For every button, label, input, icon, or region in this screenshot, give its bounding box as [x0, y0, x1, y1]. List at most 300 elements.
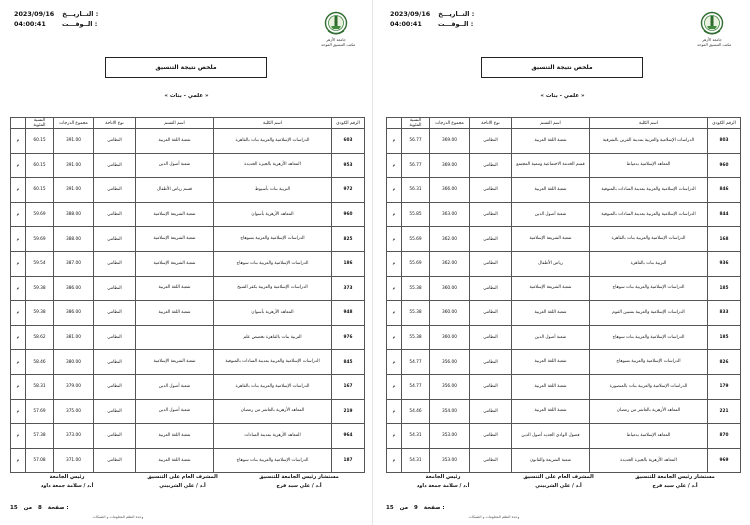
col-header-dept: اسم القسم [136, 118, 214, 129]
cell-college: الدراسات الإسلامية والعربية بمدينة السادات بالمنوفية [214, 350, 332, 375]
date-block [14, 9, 98, 29]
cell-score: 369.00 [430, 129, 470, 154]
page-divider [372, 0, 373, 525]
cell-dept: شعبة اللغة العربية [512, 350, 590, 375]
cell-score: 373.00 [54, 424, 94, 449]
cell-score: 353.00 [430, 448, 470, 473]
signature-supervisor [506, 473, 611, 491]
cell-college: المعاهد الأزهرية بالجيزة الجديدة [590, 448, 708, 473]
col-header-code: الرقم الكودي [708, 118, 741, 129]
table-header-row [11, 118, 365, 129]
signature-president [8, 473, 126, 491]
cell-code: 969 [708, 448, 741, 473]
cell-score: 360.00 [430, 325, 470, 350]
cell-dept: شعبة الشريعة والقانون [512, 448, 590, 473]
date-value: 2023/09/16 [390, 10, 431, 18]
cell-college: التربية بنات بأسيوط [214, 178, 332, 203]
table-row [387, 325, 741, 350]
page-number [10, 505, 69, 511]
cell-dept: شعبة الشريعة الإسلامية [136, 251, 214, 276]
signature-president-name: أ.د / سلامة جمعة داود [416, 483, 470, 489]
cell-college: الدراسات الإسلامية والعربية بنات سوهاج [590, 325, 708, 350]
cell-score: 387.00 [54, 251, 94, 276]
cell-mark: م [387, 276, 402, 301]
logo-line-1: جامعة الأزهر [326, 37, 346, 42]
table-row [387, 153, 741, 178]
cell-college: الدراسات الإسلامية والعربية بمدينة السادات بالمنوفية [590, 202, 708, 227]
cell-percent: 55.38 [402, 325, 430, 350]
cell-score: 356.00 [430, 374, 470, 399]
cell-score: 386.00 [54, 276, 94, 301]
cell-type: النظامي [470, 424, 512, 449]
cell-code: 953 [332, 153, 365, 178]
cell-college: المعاهد الإسلامية بدمياط [590, 153, 708, 178]
cell-percent: 55.38 [402, 276, 430, 301]
time-label: الــوقـــت : [62, 20, 98, 28]
cell-mark: م [387, 350, 402, 375]
cell-type: النظامي [470, 202, 512, 227]
cell-score: 360.00 [430, 276, 470, 301]
cell-type: النظامي [470, 129, 512, 154]
cell-mark: م [11, 301, 26, 326]
col-header-college: اسم الكلية [214, 118, 332, 129]
report-subtitle: « علمي - بنات » [540, 93, 585, 99]
cell-score: 363.00 [430, 202, 470, 227]
col-header-dept: اسم القسم [512, 118, 590, 129]
cell-mark: م [387, 374, 402, 399]
report-page-1 [8, 5, 365, 520]
cell-type: النظامي [94, 227, 136, 252]
cell-dept: شعبة الشريعة الإسلامية [512, 227, 590, 252]
signature-advisor [238, 473, 360, 491]
table-row [11, 301, 365, 326]
cell-mark: م [11, 178, 26, 203]
cell-college: الدراسات الإسلامية والعربية بكفر الشيخ [214, 276, 332, 301]
cell-dept: شعبة اللغة العربية [512, 374, 590, 399]
cell-type: النظامي [94, 374, 136, 399]
table-row [387, 276, 741, 301]
cell-mark: م [387, 424, 402, 449]
cell-college: الدراسات الإسلامية والعربية بنات سوهاج [214, 448, 332, 473]
cell-percent: 55.38 [402, 301, 430, 326]
table-row [387, 301, 741, 326]
logo-line-1: جامعة الأزهر [702, 37, 722, 42]
cell-mark: م [387, 129, 402, 154]
report-subtitle: « علمي - بنات » [164, 93, 209, 99]
cell-type: النظامي [470, 227, 512, 252]
cell-dept: شعبة اللغة العربية [512, 129, 590, 154]
cell-dept: شعبة اللغة العربية [512, 301, 590, 326]
cell-code: 803 [708, 129, 741, 154]
table-row [11, 424, 365, 449]
cell-dept: شعبة أصول الدين [136, 374, 214, 399]
cell-college: الدراسات الإسلامية والعربية بنات بالقاهرة [214, 374, 332, 399]
university-logo [697, 11, 732, 47]
signature-president-title: رئيس الجامعة [425, 474, 461, 480]
cell-mark: م [11, 153, 26, 178]
cell-percent: 56.31 [402, 178, 430, 203]
cell-type: النظامي [470, 178, 512, 203]
cell-dept: شعبة الشريعة الإسلامية [136, 202, 214, 227]
cell-type: النظامي [94, 301, 136, 326]
cell-college: المعاهد الأزهرية بأسوان [214, 202, 332, 227]
col-header-code: الرقم الكودي [332, 118, 365, 129]
cell-code: 964 [332, 424, 365, 449]
cell-percent: 54.77 [402, 374, 430, 399]
cell-code: 825 [332, 227, 365, 252]
cell-code: 221 [708, 399, 741, 424]
cell-dept: شعبة اللغة العربية [136, 448, 214, 473]
signature-supervisor-title: المشرف العام على التنسيق [523, 474, 594, 480]
cell-type: النظامي [470, 251, 512, 276]
page-current: 8 [38, 505, 42, 511]
signature-president [384, 473, 502, 491]
table-row [11, 129, 365, 154]
report-page-2 [384, 5, 741, 520]
table-row [11, 227, 365, 252]
cell-score: 380.00 [54, 350, 94, 375]
cell-college: الدراسات الإسلامية والعربية بنات سوهاج [590, 276, 708, 301]
cell-percent: 54.77 [402, 350, 430, 375]
cell-dept: شعبة أصول الدين [136, 399, 214, 424]
cell-score: 362.00 [430, 251, 470, 276]
cell-mark: م [387, 399, 402, 424]
cell-college: التربية بنات بالقاهرة تخصص علم [214, 325, 332, 350]
cell-type: النظامي [94, 153, 136, 178]
cell-college: المعاهد الأزهرية بالجيزة الجديدة [214, 153, 332, 178]
cell-score: 360.00 [430, 301, 470, 326]
cell-college: المعاهد الأزهرية بالعاشر من رمضان [214, 399, 332, 424]
cell-percent: 55.85 [402, 202, 430, 227]
cell-code: 948 [332, 301, 365, 326]
signature-supervisor-name: أ.د / علي الشربيني [159, 483, 206, 489]
page-total: 15 [10, 505, 18, 511]
cell-college: الدراسات الإسلامية والعربية بسوهاج [590, 350, 708, 375]
cell-dept: شعبة الشريعة الإسلامية [136, 227, 214, 252]
table-row [387, 227, 741, 252]
report-title: ملخص نتيجة التنسيق [481, 57, 643, 78]
cell-score: 354.00 [430, 399, 470, 424]
footer-note: وحدة النظم المعلومات و الشبكات [468, 515, 520, 519]
cell-type: النظامي [94, 178, 136, 203]
results-table [386, 117, 741, 473]
cell-percent: 56.77 [402, 129, 430, 154]
cell-dept: قسم الخدمة الاجتماعية وتنمية المجتمع [512, 153, 590, 178]
cell-score: 391.00 [54, 153, 94, 178]
cell-percent: 58.46 [26, 350, 54, 375]
report-title: ملخص نتيجة التنسيق [105, 57, 267, 78]
cell-dept: شعبة أصول الدين [512, 325, 590, 350]
table-body [387, 129, 741, 473]
cell-percent: 54.31 [402, 424, 430, 449]
signature-advisor-name: أ.د / علي سيد فرج [652, 483, 698, 489]
page-of-label: من [399, 505, 409, 511]
cell-college: المعاهد الأزهرية بمدينة السادات [214, 424, 332, 449]
cell-code: 844 [708, 202, 741, 227]
cell-mark: م [387, 202, 402, 227]
azhar-emblem-icon [700, 11, 724, 37]
azhar-emblem-icon [324, 11, 348, 37]
cell-code: 960 [332, 202, 365, 227]
cell-dept: شعبة الشريعة الإسلامية [136, 350, 214, 375]
cell-type: النظامي [470, 374, 512, 399]
cell-mark: م [11, 424, 26, 449]
cell-mark: م [11, 276, 26, 301]
cell-code: 168 [708, 227, 741, 252]
cell-college: الدراسات الإسلامية والعربية بنات بالمنصورة [590, 374, 708, 399]
table-row [387, 399, 741, 424]
cell-percent: 59.38 [26, 301, 54, 326]
signature-advisor-title: مستشار رئيس الجامعة للتنسيق [635, 474, 715, 480]
cell-code: 845 [332, 350, 365, 375]
cell-percent: 57.38 [26, 424, 54, 449]
cell-score: 379.00 [54, 374, 94, 399]
cell-type: النظامي [94, 399, 136, 424]
col-header-type: نوع الاتاحة [94, 118, 136, 129]
logo-line-2: مكتب التنسيق الموحد [697, 42, 732, 47]
table-row [11, 350, 365, 375]
cell-type: النظامي [470, 350, 512, 375]
cell-code: 972 [332, 178, 365, 203]
page-label: صفحة : [423, 505, 445, 511]
cell-mark: م [11, 202, 26, 227]
table-header-row [387, 118, 741, 129]
cell-code: 186 [332, 251, 365, 276]
cell-score: 371.00 [54, 448, 94, 473]
cell-mark: م [387, 227, 402, 252]
table-row [387, 424, 741, 449]
col-header-score: مجموع الدرجات [430, 118, 470, 129]
cell-score: 391.00 [54, 129, 94, 154]
cell-percent: 55.69 [402, 251, 430, 276]
cell-type: النظامي [94, 276, 136, 301]
time-label: الــوقـــت : [438, 20, 474, 28]
cell-code: 603 [332, 129, 365, 154]
table-body [11, 129, 365, 473]
cell-type: النظامي [94, 251, 136, 276]
cell-dept: شعبة اللغة العربية [512, 178, 590, 203]
cell-percent: 59.38 [26, 276, 54, 301]
cell-type: النظامي [470, 276, 512, 301]
table-row [11, 251, 365, 276]
cell-code: 185 [708, 325, 741, 350]
page-total: 15 [386, 505, 394, 511]
cell-college: الدراسات الإسلامية والعربية بسوهاج [214, 227, 332, 252]
cell-percent: 57.69 [26, 399, 54, 424]
table-row [11, 178, 365, 203]
cell-score: 388.00 [54, 227, 94, 252]
cell-college: المعاهد الإسلامية بدمياط [590, 424, 708, 449]
cell-type: النظامي [94, 424, 136, 449]
university-logo [321, 11, 356, 47]
signature-president-title: رئيس الجامعة [49, 474, 85, 480]
cell-code: 185 [708, 276, 741, 301]
cell-code: 976 [332, 325, 365, 350]
cell-score: 375.00 [54, 399, 94, 424]
cell-type: النظامي [94, 129, 136, 154]
table-row [387, 374, 741, 399]
cell-mark: م [11, 374, 26, 399]
cell-code: 179 [708, 374, 741, 399]
cell-score: 369.00 [430, 153, 470, 178]
table-row [387, 129, 741, 154]
table-row [11, 374, 365, 399]
cell-score: 353.00 [430, 424, 470, 449]
cell-type: النظامي [470, 301, 512, 326]
cell-percent: 54.46 [402, 399, 430, 424]
cell-code: 373 [332, 276, 365, 301]
cell-college: المعاهد الأزهرية بالعاشر من رمضان [590, 399, 708, 424]
cell-percent: 59.69 [26, 202, 54, 227]
col-header-college: اسم الكلية [590, 118, 708, 129]
cell-score: 366.00 [430, 178, 470, 203]
table-row [11, 153, 365, 178]
cell-percent: 60.15 [26, 178, 54, 203]
col-header-mark [11, 118, 26, 129]
col-header-type: نوع الاتاحة [470, 118, 512, 129]
cell-score: 386.00 [54, 301, 94, 326]
cell-dept: رياض الأطفال [512, 251, 590, 276]
col-header-percent: النسبة المئوية [26, 118, 54, 129]
cell-college: التربية بنات بالقاهرة [590, 251, 708, 276]
cell-percent: 55.69 [402, 227, 430, 252]
cell-college: الدراسات الإسلامية والعربية بشبين القوم [590, 301, 708, 326]
cell-percent: 58.62 [26, 325, 54, 350]
cell-mark: م [11, 399, 26, 424]
cell-college: الدراسات الإسلامية والعربية بنات بالقاهرة [590, 227, 708, 252]
table-row [11, 399, 365, 424]
cell-percent: 59.69 [26, 227, 54, 252]
cell-mark: م [11, 325, 26, 350]
date-value: 2023/09/16 [14, 10, 55, 18]
cell-dept: شعبة اللغة العربية [136, 424, 214, 449]
cell-code: 833 [708, 301, 741, 326]
cell-type: النظامي [470, 399, 512, 424]
cell-type: النظامي [94, 202, 136, 227]
page-current: 9 [414, 505, 418, 511]
cell-dept [136, 325, 214, 350]
cell-mark: م [11, 448, 26, 473]
cell-score: 388.00 [54, 202, 94, 227]
signature-advisor-title: مستشار رئيس الجامعة للتنسيق [259, 474, 339, 480]
time-value: 04:00:41 [390, 20, 422, 28]
cell-college: الدراسات الإسلامية والعربية بنات بالقاهرة [214, 129, 332, 154]
cell-mark: م [11, 251, 26, 276]
date-label: التــاريـــخ : [62, 10, 99, 18]
results-table [10, 117, 365, 473]
cell-percent: 56.77 [402, 153, 430, 178]
table-row [387, 350, 741, 375]
cell-dept: شعبة اللغة العربية [136, 276, 214, 301]
cell-code: 187 [332, 448, 365, 473]
signature-advisor-name: أ.د / علي سيد فرج [276, 483, 322, 489]
cell-type: النظامي [470, 325, 512, 350]
cell-mark: م [387, 153, 402, 178]
cell-percent: 57.08 [26, 448, 54, 473]
cell-mark: م [387, 325, 402, 350]
page-label: صفحة : [47, 505, 69, 511]
signature-area [384, 473, 741, 503]
cell-percent: 60.15 [26, 129, 54, 154]
cell-dept: شعبة اللغة العربية [136, 301, 214, 326]
cell-score: 391.00 [54, 178, 94, 203]
signature-advisor [614, 473, 736, 491]
cell-dept: شعبة الشريعة الإسلامية [512, 276, 590, 301]
cell-type: النظامي [94, 350, 136, 375]
cell-college: الدراسات الإسلامية والعربية بنات سوهاج [214, 251, 332, 276]
footer-note: وحدة النظم المعلومات و الشبكات [92, 515, 144, 519]
col-header-percent: النسبة المئوية [402, 118, 430, 129]
signature-supervisor-name: أ.د / علي الشربيني [535, 483, 582, 489]
signature-supervisor [130, 473, 235, 491]
cell-code: 960 [708, 153, 741, 178]
cell-percent: 54.31 [402, 448, 430, 473]
cell-dept: شعبة أصول الدين [512, 202, 590, 227]
signature-supervisor-title: المشرف العام على التنسيق [147, 474, 218, 480]
cell-mark: م [387, 251, 402, 276]
cell-code: 167 [332, 374, 365, 399]
cell-mark: م [11, 350, 26, 375]
cell-mark: م [387, 301, 402, 326]
cell-code: 846 [708, 178, 741, 203]
signature-president-name: أ.د / سلامة جمعة داود [40, 483, 94, 489]
cell-college: الدراسات الإسلامية والعربية بمدينة القرين بالشرقية [590, 129, 708, 154]
cell-score: 356.00 [430, 350, 470, 375]
cell-score: 381.00 [54, 325, 94, 350]
cell-type: النظامي [470, 153, 512, 178]
cell-code: 870 [708, 424, 741, 449]
signature-area [8, 473, 365, 503]
cell-percent: 59.54 [26, 251, 54, 276]
table-row [11, 448, 365, 473]
cell-mark: م [387, 178, 402, 203]
page-of-label: من [23, 505, 33, 511]
table-row [11, 202, 365, 227]
cell-mark: م [11, 129, 26, 154]
table-row [11, 325, 365, 350]
cell-dept: شعبة أصول الدين [136, 153, 214, 178]
table-row [387, 251, 741, 276]
cell-percent: 60.15 [26, 153, 54, 178]
cell-mark: م [11, 227, 26, 252]
cell-dept: شعبة اللغة العربية [512, 399, 590, 424]
cell-college: المعاهد الأزهرية بأسوان [214, 301, 332, 326]
col-header-score: مجموع الدرجات [54, 118, 94, 129]
table-row [11, 276, 365, 301]
date-label: التــاريـــخ : [438, 10, 475, 18]
table-row [387, 448, 741, 473]
table-row [387, 202, 741, 227]
cell-dept: فصول الوادي الجديد أصول الدين [512, 424, 590, 449]
cell-type: النظامي [470, 448, 512, 473]
cell-dept: قسم رياض الأطفال [136, 178, 214, 203]
logo-line-2: مكتب التنسيق الموحد [321, 42, 356, 47]
cell-score: 362.00 [430, 227, 470, 252]
table-row [387, 178, 741, 203]
col-header-mark [387, 118, 402, 129]
cell-dept: شعبة اللغة العربية [136, 129, 214, 154]
cell-college: الدراسات الإسلامية والعربية بمدينة السادات بالمنوفية [590, 178, 708, 203]
cell-code: 826 [708, 350, 741, 375]
cell-type: النظامي [94, 325, 136, 350]
cell-percent: 58.31 [26, 374, 54, 399]
cell-code: 219 [332, 399, 365, 424]
cell-code: 936 [708, 251, 741, 276]
cell-mark: م [387, 448, 402, 473]
date-block [390, 9, 474, 29]
page-number [386, 505, 445, 511]
cell-type: النظامي [94, 448, 136, 473]
